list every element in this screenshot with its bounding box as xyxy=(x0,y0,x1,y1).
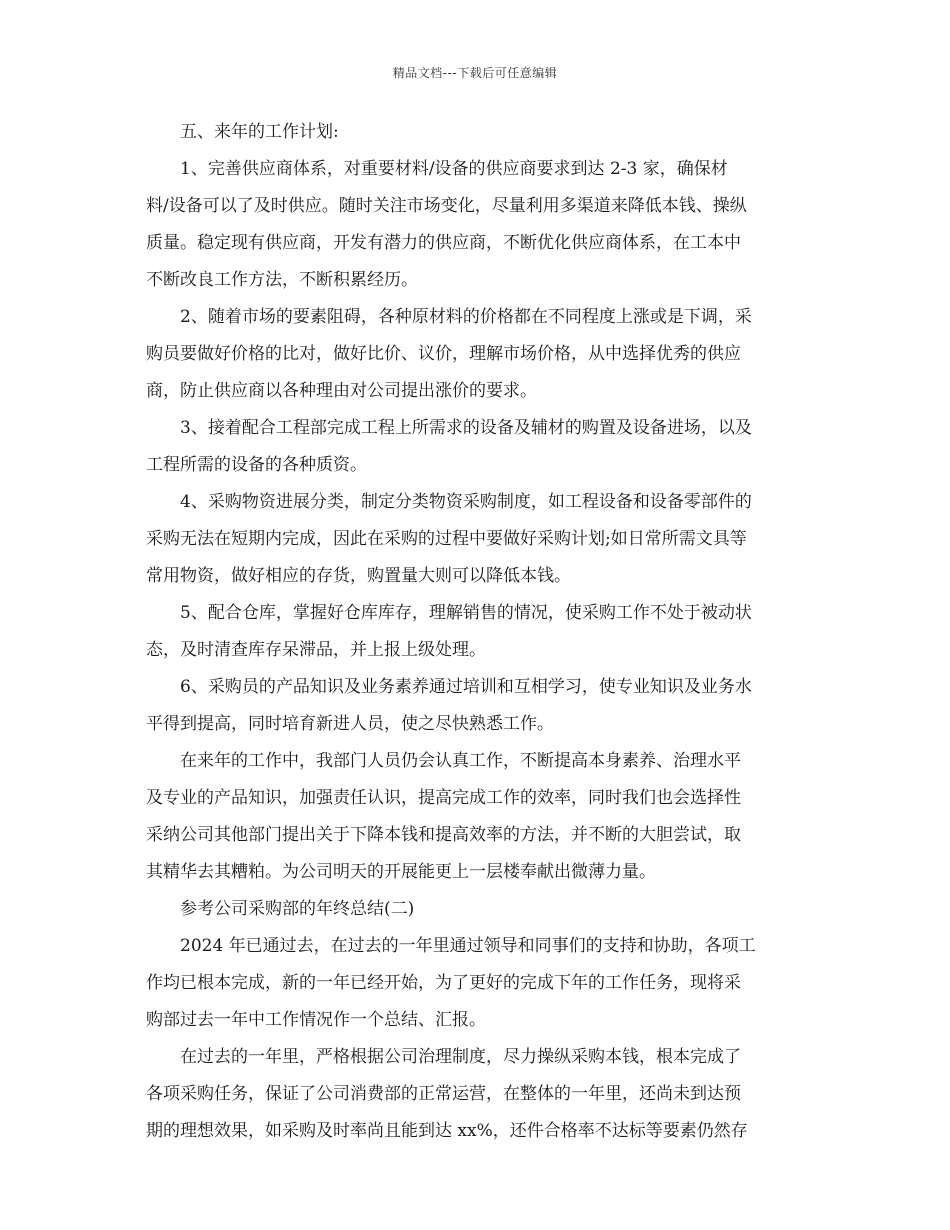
text-line: 工程所需的设备的各种质资。 xyxy=(146,455,367,475)
paragraph-next-year xyxy=(146,743,806,891)
text-line: 参考公司采购部的年终总结(二) xyxy=(180,899,415,919)
text-line: 采纳公司其他部门提出关于下降本钱和提高效率的方法，并不断的大胆尝试，取 xyxy=(146,825,741,845)
text-line: 不断改良工作方法，不断积累经历。 xyxy=(146,270,418,290)
text-line: 2、随着市场的要素阻碍，各种原材料的价格都在不同程度上涨或是下调，采 xyxy=(180,307,752,327)
text-line: 五、来年的工作计划: xyxy=(180,122,339,142)
text-line: 及专业的产品知识，加强责任认识，提高完成工作的效率，同时我们也会选择性 xyxy=(146,788,741,808)
text-line: 采购无法在短期内完成，因此在采购的过程中要做好采购计划;如日常所需文具等 xyxy=(146,529,747,549)
text-line: 作均已根本完成，新的一年已经开始，为了更好的完成下年的工作任务，现将采 xyxy=(146,973,741,993)
text-line: 在来年的工作中，我部门人员仍会认真工作，不断提高本身素养、治理水平 xyxy=(180,751,741,771)
paragraph-item-5 xyxy=(146,595,806,669)
text-line: 料/设备可以了及时供应。随时关注市场变化，尽量利用多渠道来降低本钱、操纵 xyxy=(146,196,747,216)
text-line: 质量。稳定现有供应商，开发有潜力的供应商，不断优化供应商体系，在工本中 xyxy=(146,233,741,253)
paragraph-item-1 xyxy=(146,151,806,299)
text-line: 各项采购任务，保证了公司消费部的正常运营，在整体的一年里，还尚未到达预 xyxy=(146,1084,741,1104)
text-line: 5、配合仓库，掌握好仓库库存，理解销售的情况，使采购工作不处于被动状 xyxy=(180,603,752,623)
text-line: 态，及时清查库存呆滞品，并上报上级处理。 xyxy=(146,640,486,660)
text-line: 4、采购物资进展分类，制定分类物资采购制度，如工程设备和设备零部件的 xyxy=(180,492,752,512)
paragraph-item-4 xyxy=(146,484,806,595)
text-line: 购部过去一年中工作情况作一个总结、汇报。 xyxy=(146,1010,486,1030)
text-line: 3、接着配合工程部完成工程上所需求的设备及辅材的购置及设备进场，以及 xyxy=(180,418,752,438)
paragraph-summary-intro xyxy=(146,928,806,1039)
text-line: 6、采购员的产品知识及业务素养通过培训和互相学习，使专业知识及业务水 xyxy=(180,677,752,697)
paragraph-item-6 xyxy=(146,669,806,743)
section-heading-plan xyxy=(146,114,806,151)
text-line: 购员要做好价格的比对，做好比价、议价，理解市场价格，从中选择优秀的供应 xyxy=(146,344,741,364)
text-line: 2024 年已通过去，在过去的一年里通过领导和同事们的支持和协助，各项工 xyxy=(180,936,756,956)
document-body xyxy=(146,114,806,1150)
paragraph-item-2 xyxy=(146,299,806,410)
text-line: 商，防止供应商以各种理由对公司提出涨价的要求。 xyxy=(146,381,537,401)
text-line: 在过去的一年里，严格根据公司治理制度，尽力操纵采购本钱，根本完成了 xyxy=(180,1047,741,1067)
text-line: 1、完善供应商体系，对重要材料/设备的供应商要求到达 2-3 家，确保材 xyxy=(180,159,728,179)
page-header: 精品文档---下载后可任意编辑 xyxy=(392,66,558,80)
paragraph-past-year xyxy=(146,1039,806,1150)
text-line: 期的理想效果，如采购及时率尚且能到达 xx%，还件合格率不达标等要素仍然存 xyxy=(146,1121,748,1141)
paragraph-item-3 xyxy=(146,410,806,484)
section-title-summary-2 xyxy=(146,891,806,928)
text-line: 平得到提高，同时培育新进人员，使之尽快熟悉工作。 xyxy=(146,714,554,734)
text-line: 常用物资，做好相应的存货，购置量大则可以降低本钱。 xyxy=(146,566,571,586)
text-line: 其精华去其糟粕。为公司明天的开展能更上一层楼奉献出微薄力量。 xyxy=(146,862,656,882)
